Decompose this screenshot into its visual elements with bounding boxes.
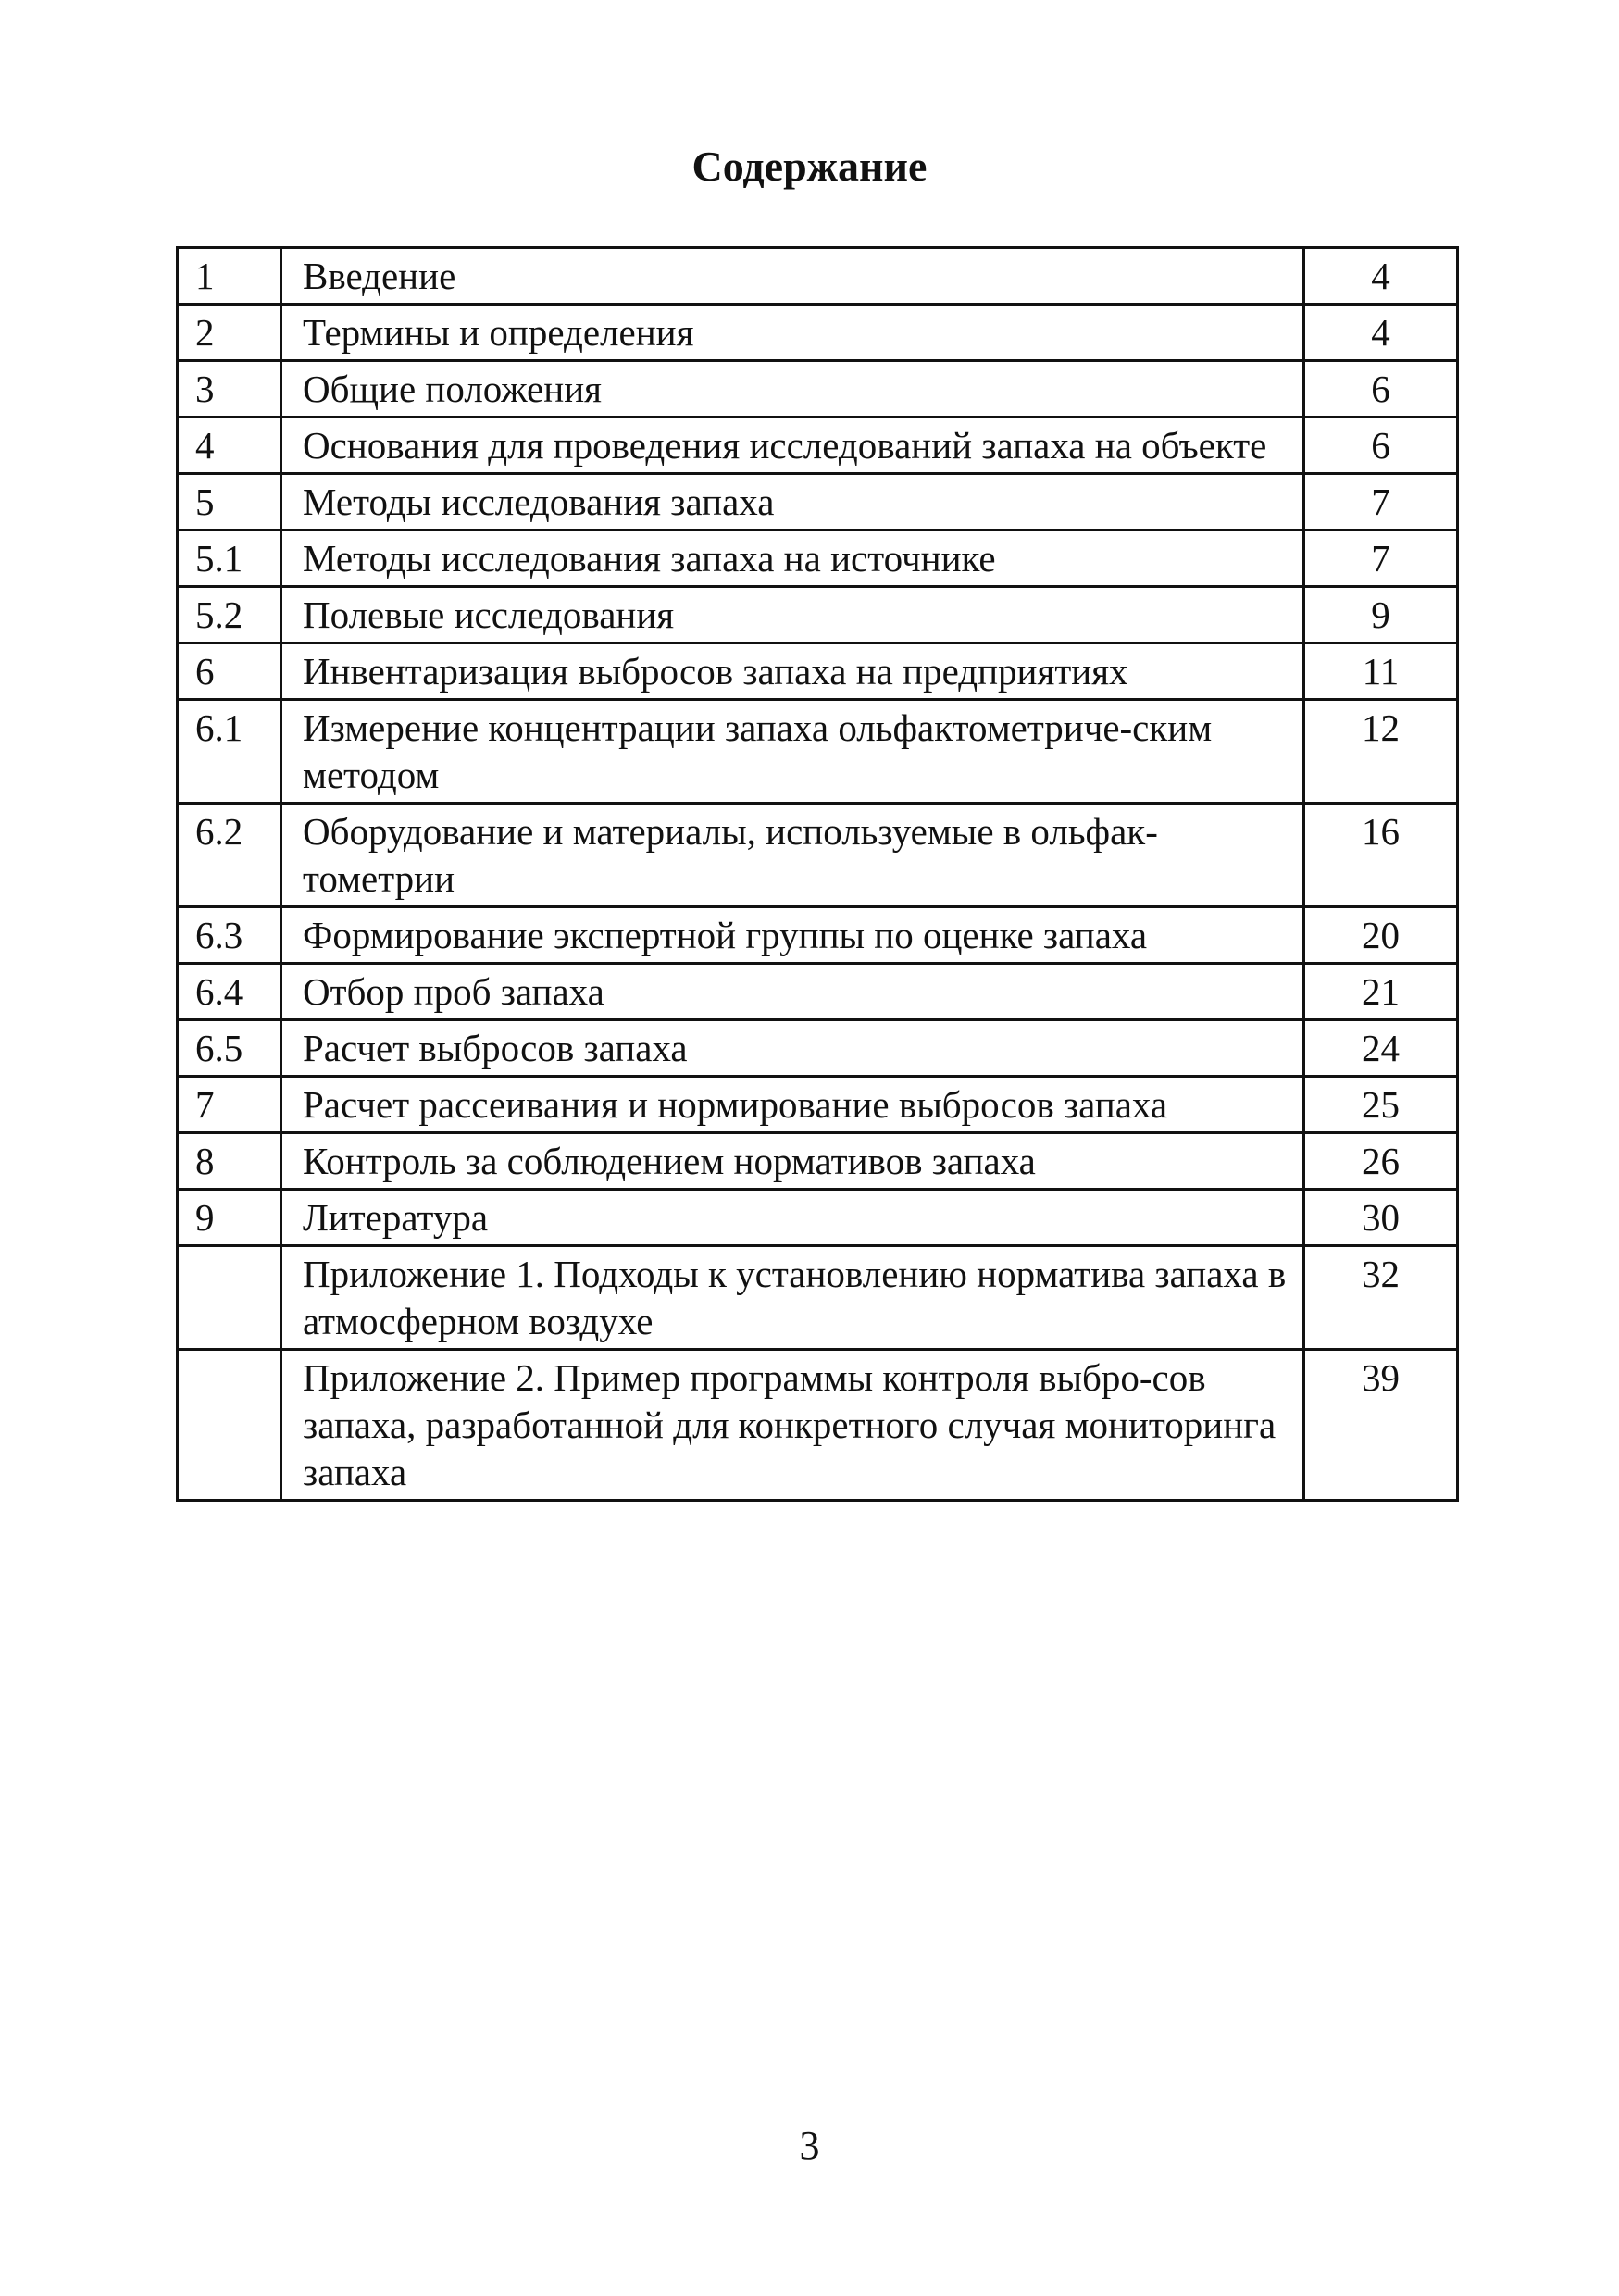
toc-page-number: 39 xyxy=(1304,1350,1458,1501)
toc-section-number: 6.2 xyxy=(178,804,281,907)
toc-row xyxy=(178,907,1458,964)
toc-section-title: Полевые исследования xyxy=(281,587,1304,643)
page-number: 3 xyxy=(799,2123,820,2168)
toc-page-number: 6 xyxy=(1304,418,1458,474)
toc-row xyxy=(178,1020,1458,1077)
toc-row xyxy=(178,1246,1458,1350)
toc-section-title: Контроль за соблюдением нормативов запаха xyxy=(281,1133,1304,1190)
toc-row xyxy=(178,418,1458,474)
toc-page-number: 12 xyxy=(1304,700,1458,804)
toc-section-number: 8 xyxy=(178,1133,281,1190)
toc-section-number xyxy=(178,1246,281,1350)
toc-section-number: 5 xyxy=(178,474,281,530)
toc-section-title: Приложение 2. Пример программы контроля выбро-сов запаха, разработанной для конкретного случая мониторинга запаха xyxy=(281,1350,1304,1501)
toc-row xyxy=(178,361,1458,418)
toc-section-title: Измерение концентрации запаха ольфактометриче-ским методом xyxy=(281,700,1304,804)
toc-page-number: 20 xyxy=(1304,907,1458,964)
toc-page-number: 4 xyxy=(1304,305,1458,361)
toc-section-number: 3 xyxy=(178,361,281,418)
toc-page-number: 9 xyxy=(1304,587,1458,643)
toc-section-number: 1 xyxy=(178,248,281,305)
toc-section-number: 5.2 xyxy=(178,587,281,643)
toc-section-title: Термины и определения xyxy=(281,305,1304,361)
toc-page-number: 24 xyxy=(1304,1020,1458,1077)
toc-section-title: Основания для проведения исследований запаха на объекте xyxy=(281,418,1304,474)
toc-row xyxy=(178,1077,1458,1133)
toc-section-number: 6.3 xyxy=(178,907,281,964)
toc-row xyxy=(178,530,1458,587)
toc-page-number: 7 xyxy=(1304,474,1458,530)
toc-page-number: 16 xyxy=(1304,804,1458,907)
toc-section-number: 6.5 xyxy=(178,1020,281,1077)
toc-row xyxy=(178,1190,1458,1246)
toc-page-number: 4 xyxy=(1304,248,1458,305)
toc-section-title: Отбор проб запаха xyxy=(281,964,1304,1020)
toc-page-number: 6 xyxy=(1304,361,1458,418)
toc-section-number: 5.1 xyxy=(178,530,281,587)
toc-section-number: 6.1 xyxy=(178,700,281,804)
toc-section-number: 4 xyxy=(178,418,281,474)
toc-section-number: 9 xyxy=(178,1190,281,1246)
toc-row xyxy=(178,1350,1458,1501)
page-title: Содержание xyxy=(691,143,928,190)
toc-section-title: Методы исследования запаха на источнике xyxy=(281,530,1304,587)
toc-section-title: Расчет выбросов запаха xyxy=(281,1020,1304,1077)
toc-section-number: 2 xyxy=(178,305,281,361)
toc-section-number: 6 xyxy=(178,643,281,700)
toc-section-title: Приложение 1. Подходы к установлению норматива запаха в атмосферном воздухе xyxy=(281,1246,1304,1350)
toc-section-number xyxy=(178,1350,281,1501)
toc-row xyxy=(178,474,1458,530)
toc-row xyxy=(178,643,1458,700)
toc-section-title: Методы исследования запаха xyxy=(281,474,1304,530)
toc-section-title: Расчет рассеивания и нормирование выбросов запаха xyxy=(281,1077,1304,1133)
table-of-contents xyxy=(176,246,1459,1502)
toc-page-number: 32 xyxy=(1304,1246,1458,1350)
toc-page-number: 7 xyxy=(1304,530,1458,587)
toc-page-number: 11 xyxy=(1304,643,1458,700)
toc-row xyxy=(178,305,1458,361)
toc-section-title: Литература xyxy=(281,1190,1304,1246)
toc-row xyxy=(178,248,1458,305)
toc-section-title: Оборудование и материалы, используемые в ольфак-тометрии xyxy=(281,804,1304,907)
toc-page-number: 30 xyxy=(1304,1190,1458,1246)
toc-section-title: Введение xyxy=(281,248,1304,305)
toc-section-title: Формирование экспертной группы по оценке запаха xyxy=(281,907,1304,964)
toc-section-number: 6.4 xyxy=(178,964,281,1020)
toc-section-title: Общие положения xyxy=(281,361,1304,418)
toc-row xyxy=(178,587,1458,643)
toc-page-number: 26 xyxy=(1304,1133,1458,1190)
toc-row xyxy=(178,964,1458,1020)
toc-section-number: 7 xyxy=(178,1077,281,1133)
toc-row xyxy=(178,700,1458,804)
toc-page-number: 25 xyxy=(1304,1077,1458,1133)
toc-row xyxy=(178,804,1458,907)
toc-row xyxy=(178,1133,1458,1190)
toc-page-number: 21 xyxy=(1304,964,1458,1020)
toc-section-title: Инвентаризация выбросов запаха на предприятиях xyxy=(281,643,1304,700)
